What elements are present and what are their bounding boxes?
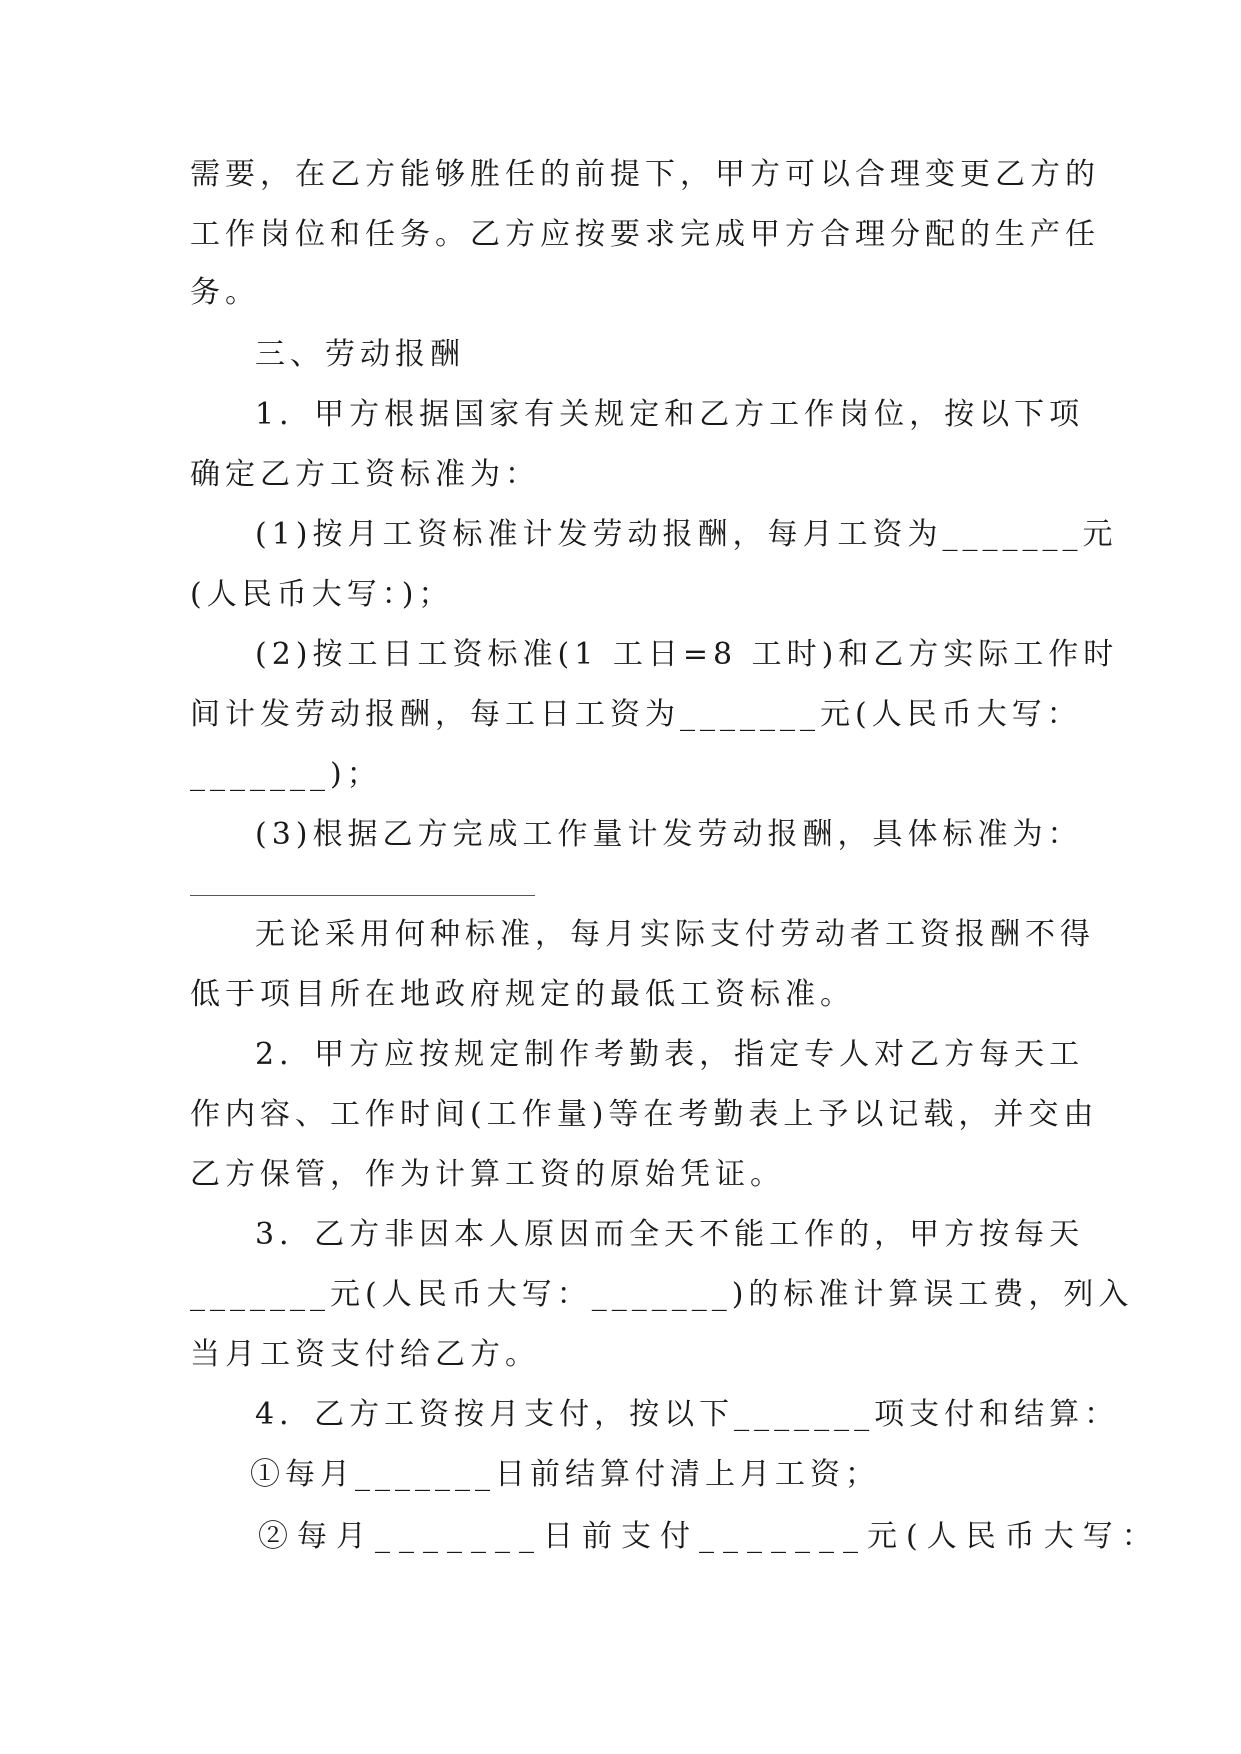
clause-line: 确定乙方工资标准为：: [190, 457, 540, 492]
clause-line: 当月工资支付给乙方。: [190, 1337, 540, 1372]
paragraph-line: 低于项目所在地政府规定的最低工资标准。: [190, 977, 855, 1012]
clause-item: (人民币大写：)；: [190, 577, 454, 612]
clause-item: (2)按工日工资标准(1 工日=8 工时)和乙方实际工作时: [255, 637, 1119, 672]
clause-line: 作内容、工作时间(工作量)等在考勤表上予以记载，并交由: [190, 1097, 1099, 1132]
clause-line: 4．乙方工资按月支付，按以下_______项支付和结算：: [255, 1397, 1120, 1432]
clause-line: 2．甲方应按规定制作考勤表，指定专人对乙方每天工: [255, 1037, 1085, 1072]
clause-item: (3)根据乙方完成工作量计发劳动报酬，具体标准为：: [255, 817, 1083, 852]
clause-item: ②每月_______日前支付_______元(人民币大写：: [258, 1519, 1161, 1554]
clause-line: 1．甲方根据国家有关规定和乙方工作岗位，按以下项: [255, 397, 1085, 432]
paragraph-line: 需要，在乙方能够胜任的前提下，甲方可以合理变更乙方的: [190, 157, 1100, 192]
clause-item: 间计发劳动报酬，每工日工资为_______元(人民币大写：: [190, 697, 1082, 732]
clause-item: _______)；: [190, 757, 382, 792]
clause-line: 3．乙方非因本人原因而全天不能工作的，甲方按每天: [255, 1217, 1085, 1252]
paragraph-line: 务。: [190, 275, 260, 310]
fill-in-blank-line: [190, 895, 535, 896]
clause-item: ①每月_______日前结算付清上月工资；: [250, 1457, 880, 1492]
paragraph-line: 无论采用何种标准，每月实际支付劳动者工资报酬不得: [255, 917, 1095, 952]
clause-item: (1)按月工资标准计发劳动报酬，每月工资为_______元: [255, 517, 1118, 552]
clause-line: 乙方保管，作为计算工资的原始凭证。: [190, 1157, 785, 1192]
clause-line: _______元(人民币大写：_______)的标准计算误工费，列入: [190, 1277, 1134, 1312]
paragraph-line: 工作岗位和任务。乙方应按要求完成甲方合理分配的生产任: [190, 217, 1100, 252]
section-heading: 三、劳动报酬: [255, 337, 465, 372]
